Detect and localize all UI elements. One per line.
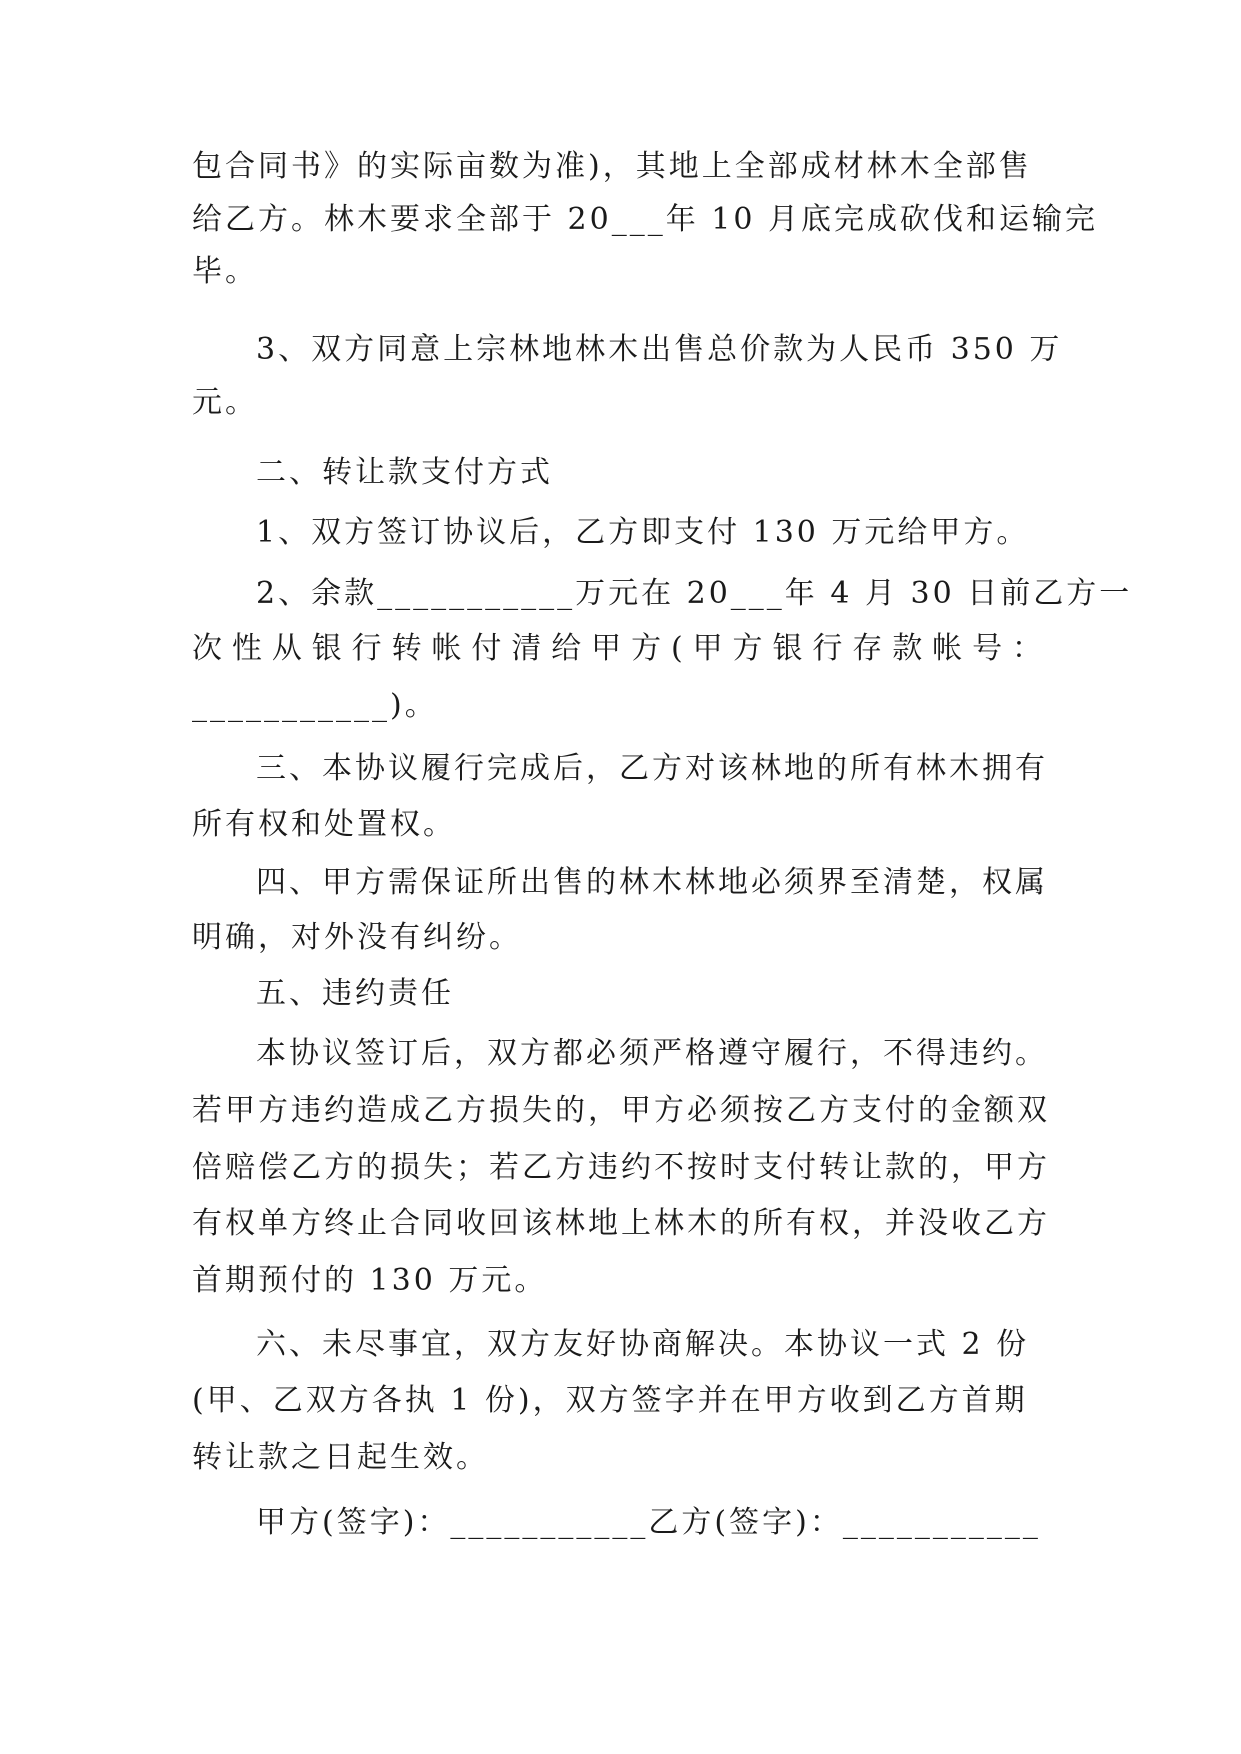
text-line: 明确，对外没有纠纷。	[192, 920, 522, 955]
text-line: 六、未尽事宜，双方友好协商解决。本协议一式 2 份	[256, 1327, 1030, 1362]
text-line: 元。	[192, 385, 258, 420]
text-line: 2、余款___________万元在 20___年 4 月 30 日前乙方一	[256, 576, 1133, 611]
text-line: 若甲方违约造成乙方损失的，甲方必须按乙方支付的金额双	[192, 1093, 1050, 1128]
text-line: (甲、乙双方各执 1 份)，双方签字并在甲方收到乙方首期	[192, 1383, 1028, 1418]
text-line: 1、双方签订协议后，乙方即支付 130 万元给甲方。	[256, 515, 1030, 550]
text-line: 毕。	[192, 254, 258, 289]
signature-line: 甲方(签字)：___________乙方(签字)：___________	[256, 1505, 1041, 1540]
text-line: 包合同书》的实际亩数为准)，其地上全部成材林木全部售	[192, 149, 1032, 184]
text-line: 3、双方同意上宗林地林木出售总价款为人民币 350 万	[256, 332, 1063, 367]
text-line: 四、甲方需保证所出售的林木林地必须界至清楚，权属	[256, 865, 1048, 900]
text-line: 所有权和处置权。	[192, 807, 456, 842]
text-line: 首期预付的 130 万元。	[192, 1263, 548, 1298]
text-line: 次性从银行转帐付清给甲方(甲方银行存款帐号：	[192, 631, 1042, 666]
section-heading: 二、转让款支付方式	[256, 455, 553, 490]
section-heading: 五、违约责任	[256, 976, 454, 1011]
text-line: 转让款之日起生效。	[192, 1440, 489, 1475]
text-line: ___________)。	[192, 688, 438, 723]
text-line: 有权单方终止合同收回该林地上林木的所有权，并没收乙方	[192, 1206, 1050, 1241]
text-line: 给乙方。林木要求全部于 20___年 10 月底完成砍伐和运输完	[192, 202, 1098, 237]
text-line: 本协议签订后，双方都必须严格遵守履行，不得违约。	[256, 1036, 1048, 1071]
text-line: 三、本协议履行完成后，乙方对该林地的所有林木拥有	[256, 751, 1048, 786]
text-line: 倍赔偿乙方的损失；若乙方违约不按时支付转让款的，甲方	[192, 1150, 1050, 1185]
